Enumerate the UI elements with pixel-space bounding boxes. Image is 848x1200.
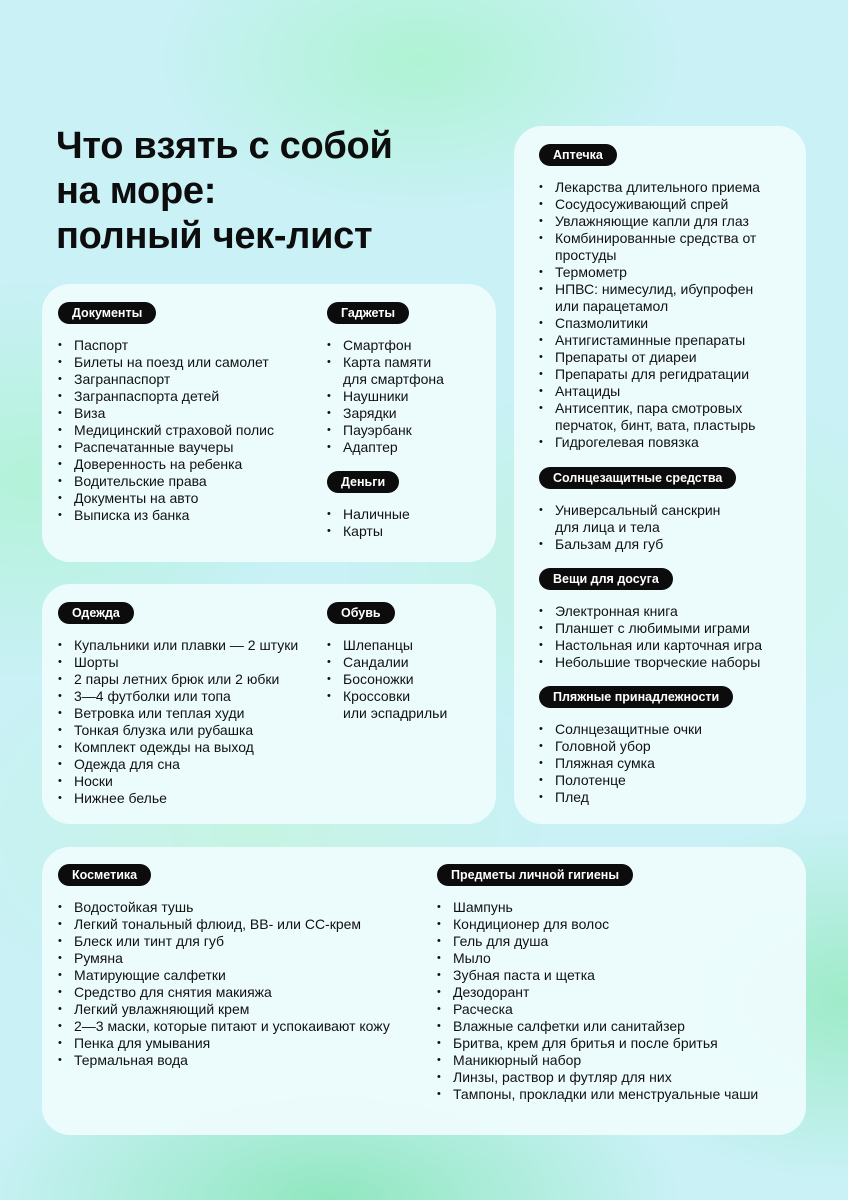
list-item: • Легкий тональный флюид, BB- или CC-крем	[58, 916, 390, 933]
pharmacy-section	[539, 144, 760, 451]
list-item: • Термометр	[539, 264, 760, 281]
list-item: • Адаптер	[327, 439, 444, 456]
list-item: • Смартфон	[327, 337, 444, 354]
clothes-list	[58, 637, 298, 807]
list-item: • Препараты от диареи	[539, 349, 760, 366]
leisure-badge: Вещи для досуга	[539, 568, 673, 590]
clothes-badge: Одежда	[58, 602, 134, 624]
list-item: • Маникюрный набор	[437, 1052, 758, 1069]
list-item: • Загранпаспорта детей	[58, 388, 274, 405]
list-item: • Медицинский страховой полис	[58, 422, 274, 439]
list-item: • Кроссовки или эспадрильи	[327, 688, 447, 722]
list-item: • Шорты	[58, 654, 298, 671]
list-item: • Наличные	[327, 506, 410, 523]
money-section	[327, 471, 410, 540]
list-item: • Шампунь	[437, 899, 758, 916]
pharmacy-list	[539, 179, 760, 451]
list-item: • Гидрогелевая повязка	[539, 434, 760, 451]
page-title	[56, 124, 476, 259]
leisure-list	[539, 603, 762, 671]
beach-badge: Пляжные принадлежности	[539, 686, 733, 708]
beach-section	[539, 686, 733, 806]
list-item: • Водостойкая тушь	[58, 899, 390, 916]
list-item: • Кондиционер для волос	[437, 916, 758, 933]
list-item: • Головной убор	[539, 738, 733, 755]
list-item: • Комбинированные средства от простуды	[539, 230, 760, 264]
documents-badge: Документы	[58, 302, 156, 324]
list-item: • Выписка из банка	[58, 507, 274, 524]
title-line: полный чек-лист	[56, 215, 373, 257]
shoes-list	[327, 637, 447, 722]
list-item: • Полотенце	[539, 772, 733, 789]
list-item: • Небольшие творческие наборы	[539, 654, 762, 671]
list-item: • Солнцезащитные очки	[539, 721, 733, 738]
list-item: • Билеты на поезд или самолет	[58, 354, 274, 371]
list-item: • НПВС: нимесулид, ибупрофен или парацетамол	[539, 281, 760, 315]
beach-list	[539, 721, 733, 806]
list-item: • Плед	[539, 789, 733, 806]
list-item: • Зарядки	[327, 405, 444, 422]
list-item: • Водительские права	[58, 473, 274, 490]
documents-section	[58, 302, 274, 524]
list-item: • Сосудосуживающий спрей	[539, 196, 760, 213]
shoes-section	[327, 602, 447, 722]
list-item: • Наушники	[327, 388, 444, 405]
sunscreen-list	[539, 502, 736, 553]
cosmetics-section	[58, 864, 390, 1069]
title-line: Что взять с собой	[56, 125, 393, 167]
list-item: • Препараты для регидратации	[539, 366, 760, 383]
list-item: • Нижнее белье	[58, 790, 298, 807]
list-item: • 3—4 футболки или топа	[58, 688, 298, 705]
list-item: • Настольная или карточная игра	[539, 637, 762, 654]
list-item: • Линзы, раствор и футляр для них	[437, 1069, 758, 1086]
list-item: • Пенка для умывания	[58, 1035, 390, 1052]
list-item: • Купальники или плавки — 2 штуки	[58, 637, 298, 654]
list-item: • 2 пары летних брюк или 2 юбки	[58, 671, 298, 688]
list-item: • Паспорт	[58, 337, 274, 354]
list-item: • Расческа	[437, 1001, 758, 1018]
list-item: • Антациды	[539, 383, 760, 400]
hygiene-badge: Предметы личной гигиены	[437, 864, 633, 886]
list-item: • Зубная паста и щетка	[437, 967, 758, 984]
leisure-section	[539, 568, 762, 671]
list-item: • Карта памяти для смартфона	[327, 354, 444, 388]
list-item: • Тонкая блузка или рубашка	[58, 722, 298, 739]
list-item: • Блеск или тинт для губ	[58, 933, 390, 950]
list-item: • Тампоны, прокладки или менструальные чаши	[437, 1086, 758, 1103]
list-item: • Румяна	[58, 950, 390, 967]
list-item: • Универсальный санскрин для лица и тела	[539, 502, 736, 536]
list-item: • Влажные салфетки или санитайзер	[437, 1018, 758, 1035]
list-item: • Бритва, крем для бритья и после бритья	[437, 1035, 758, 1052]
list-item: • Планшет с любимыми играми	[539, 620, 762, 637]
list-item: • Виза	[58, 405, 274, 422]
list-item: • Бальзам для губ	[539, 536, 736, 553]
list-item: • 2—3 маски, которые питают и успокаивают кожу	[58, 1018, 390, 1035]
list-item: • Загранпаспорт	[58, 371, 274, 388]
list-item: • Увлажняющие капли для глаз	[539, 213, 760, 230]
list-item: • Босоножки	[327, 671, 447, 688]
list-item: • Спазмолитики	[539, 315, 760, 332]
sunscreen-badge: Солнцезащитные средства	[539, 467, 736, 489]
list-item: • Антигистаминные препараты	[539, 332, 760, 349]
list-item: • Носки	[58, 773, 298, 790]
list-item: • Дезодорант	[437, 984, 758, 1001]
sunscreen-section	[539, 467, 736, 553]
gadgets-list	[327, 337, 444, 456]
list-item: • Электронная книга	[539, 603, 762, 620]
list-item: • Документы на авто	[58, 490, 274, 507]
list-item: • Сандалии	[327, 654, 447, 671]
list-item: • Гель для душа	[437, 933, 758, 950]
clothes-section	[58, 602, 298, 807]
list-item: • Комплект одежды на выход	[58, 739, 298, 756]
hygiene-list	[437, 899, 758, 1103]
cosmetics-badge: Косметика	[58, 864, 151, 886]
hygiene-section	[437, 864, 758, 1103]
list-item: • Лекарства длительного приема	[539, 179, 760, 196]
pharmacy-badge: Аптечка	[539, 144, 617, 166]
list-item: • Пляжная сумка	[539, 755, 733, 772]
list-item: • Одежда для сна	[58, 756, 298, 773]
list-item: • Ветровка или теплая худи	[58, 705, 298, 722]
cosmetics-list	[58, 899, 390, 1069]
list-item: • Мыло	[437, 950, 758, 967]
gadgets-badge: Гаджеты	[327, 302, 409, 324]
money-list	[327, 506, 410, 540]
list-item: • Средство для снятия макияжа	[58, 984, 390, 1001]
list-item: • Доверенность на ребенка	[58, 456, 274, 473]
list-item: • Легкий увлажняющий крем	[58, 1001, 390, 1018]
list-item: • Термальная вода	[58, 1052, 390, 1069]
list-item: • Распечатанные ваучеры	[58, 439, 274, 456]
title-line: на море:	[56, 170, 217, 212]
gadgets-section	[327, 302, 444, 456]
list-item: • Пауэрбанк	[327, 422, 444, 439]
list-item: • Антисептик, пара смотровых перчаток, бинт, вата, пластырь	[539, 400, 760, 434]
list-item: • Шлепанцы	[327, 637, 447, 654]
documents-list	[58, 337, 274, 524]
money-badge: Деньги	[327, 471, 399, 493]
list-item: • Матирующие салфетки	[58, 967, 390, 984]
shoes-badge: Обувь	[327, 602, 395, 624]
list-item: • Карты	[327, 523, 410, 540]
